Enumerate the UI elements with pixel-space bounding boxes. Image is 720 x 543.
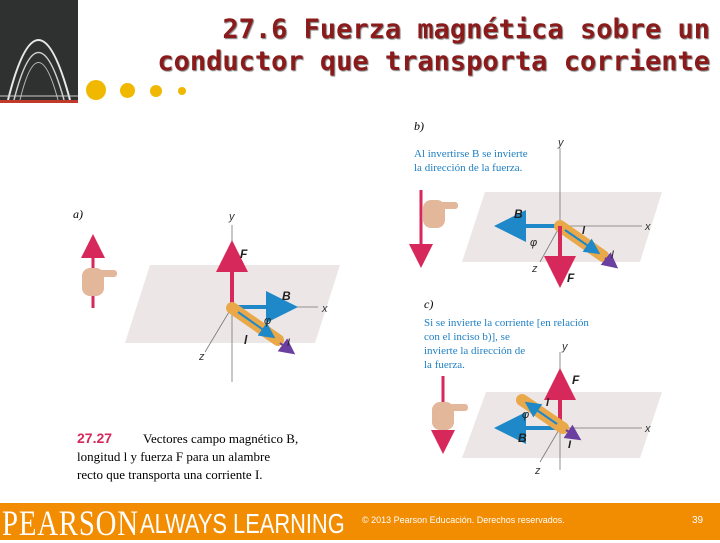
panel-b-axis-z-label: z: [532, 263, 538, 275]
panel-c-label: c): [424, 297, 434, 311]
panel-c-caption-line-2: con el inciso b)], se: [424, 331, 510, 343]
panel-c: [424, 297, 662, 477]
panel-c-axis-y-label: y: [562, 341, 568, 353]
panel-b-caption-line-1: Al invertirse B se invierte: [414, 148, 528, 160]
panel-c-phi-label: φ: [522, 409, 530, 421]
hand-icon: [423, 200, 458, 228]
panel-b-length-label: l: [582, 225, 586, 237]
panel-c-caption-line-1: Si se invierte la corriente [en relación: [424, 317, 589, 329]
panel-b-caption-line-2: la dirección de la fuerza.: [414, 162, 523, 174]
panel-a-field-label: B: [282, 289, 291, 303]
always-learning-tagline: ALWAYS LEARNING: [140, 508, 345, 539]
panel-a-axis-z-label: z: [199, 351, 205, 363]
panel-c-axis-x-label: x: [645, 423, 651, 435]
figure-caption-line-3: recto que transporta una corriente I.: [77, 467, 263, 482]
panel-a: [73, 207, 340, 382]
panel-a-phi-label: φ: [264, 315, 272, 327]
panel-c-caption-line-3: invierte la dirección de: [424, 345, 526, 357]
panel-b-force-label: F: [567, 271, 575, 285]
panel-b: [414, 119, 662, 285]
panel-a-force-label: F: [240, 247, 248, 261]
panel-c-axis-z-label: z: [535, 465, 541, 477]
title-line-1: 27.6 Fuerza magnética sobre un: [222, 14, 710, 45]
panel-b-current-label: I: [611, 249, 615, 261]
panel-a-axis-x-label: x: [322, 303, 328, 315]
panel-c-length-label: l: [546, 397, 550, 409]
copyright-notice: © 2013 Pearson Educación. Derechos reservados.: [362, 515, 565, 525]
panel-a-label: a): [73, 207, 83, 221]
figure-number: 27.27: [77, 430, 113, 446]
figure-caption: [77, 430, 298, 482]
panel-b-axis-y-label: y: [558, 137, 564, 149]
panel-c-caption-line-4: la fuerza.: [424, 359, 465, 371]
panel-b-axis-x-label: x: [645, 221, 651, 233]
panel-a-current-arrow: [280, 343, 292, 352]
footer-bar: [0, 503, 720, 543]
hand-icon: [82, 268, 117, 296]
figure-caption-line-2: longitud l y fuerza F para un alambre: [77, 449, 271, 464]
panel-c-field-label: B: [518, 431, 527, 445]
hand-icon: [432, 402, 468, 430]
panel-c-current-label: I: [568, 439, 572, 451]
panel-b-phi-label: φ: [530, 237, 538, 249]
panel-b-field-label: B: [514, 207, 523, 221]
page-number: 39: [692, 515, 704, 526]
panel-a-length-label: l: [244, 333, 248, 347]
panel-a-axis-y-label: y: [229, 211, 235, 223]
pearson-logo: PEARSON: [2, 503, 139, 543]
panel-b-label: b): [414, 119, 424, 133]
panel-a-current-label: I: [287, 337, 291, 349]
figure-caption-line-1: Vectores campo magnético B,: [143, 431, 299, 446]
title-line-2: conductor que transporta corriente: [157, 46, 710, 77]
panel-c-force-label: F: [572, 373, 580, 387]
